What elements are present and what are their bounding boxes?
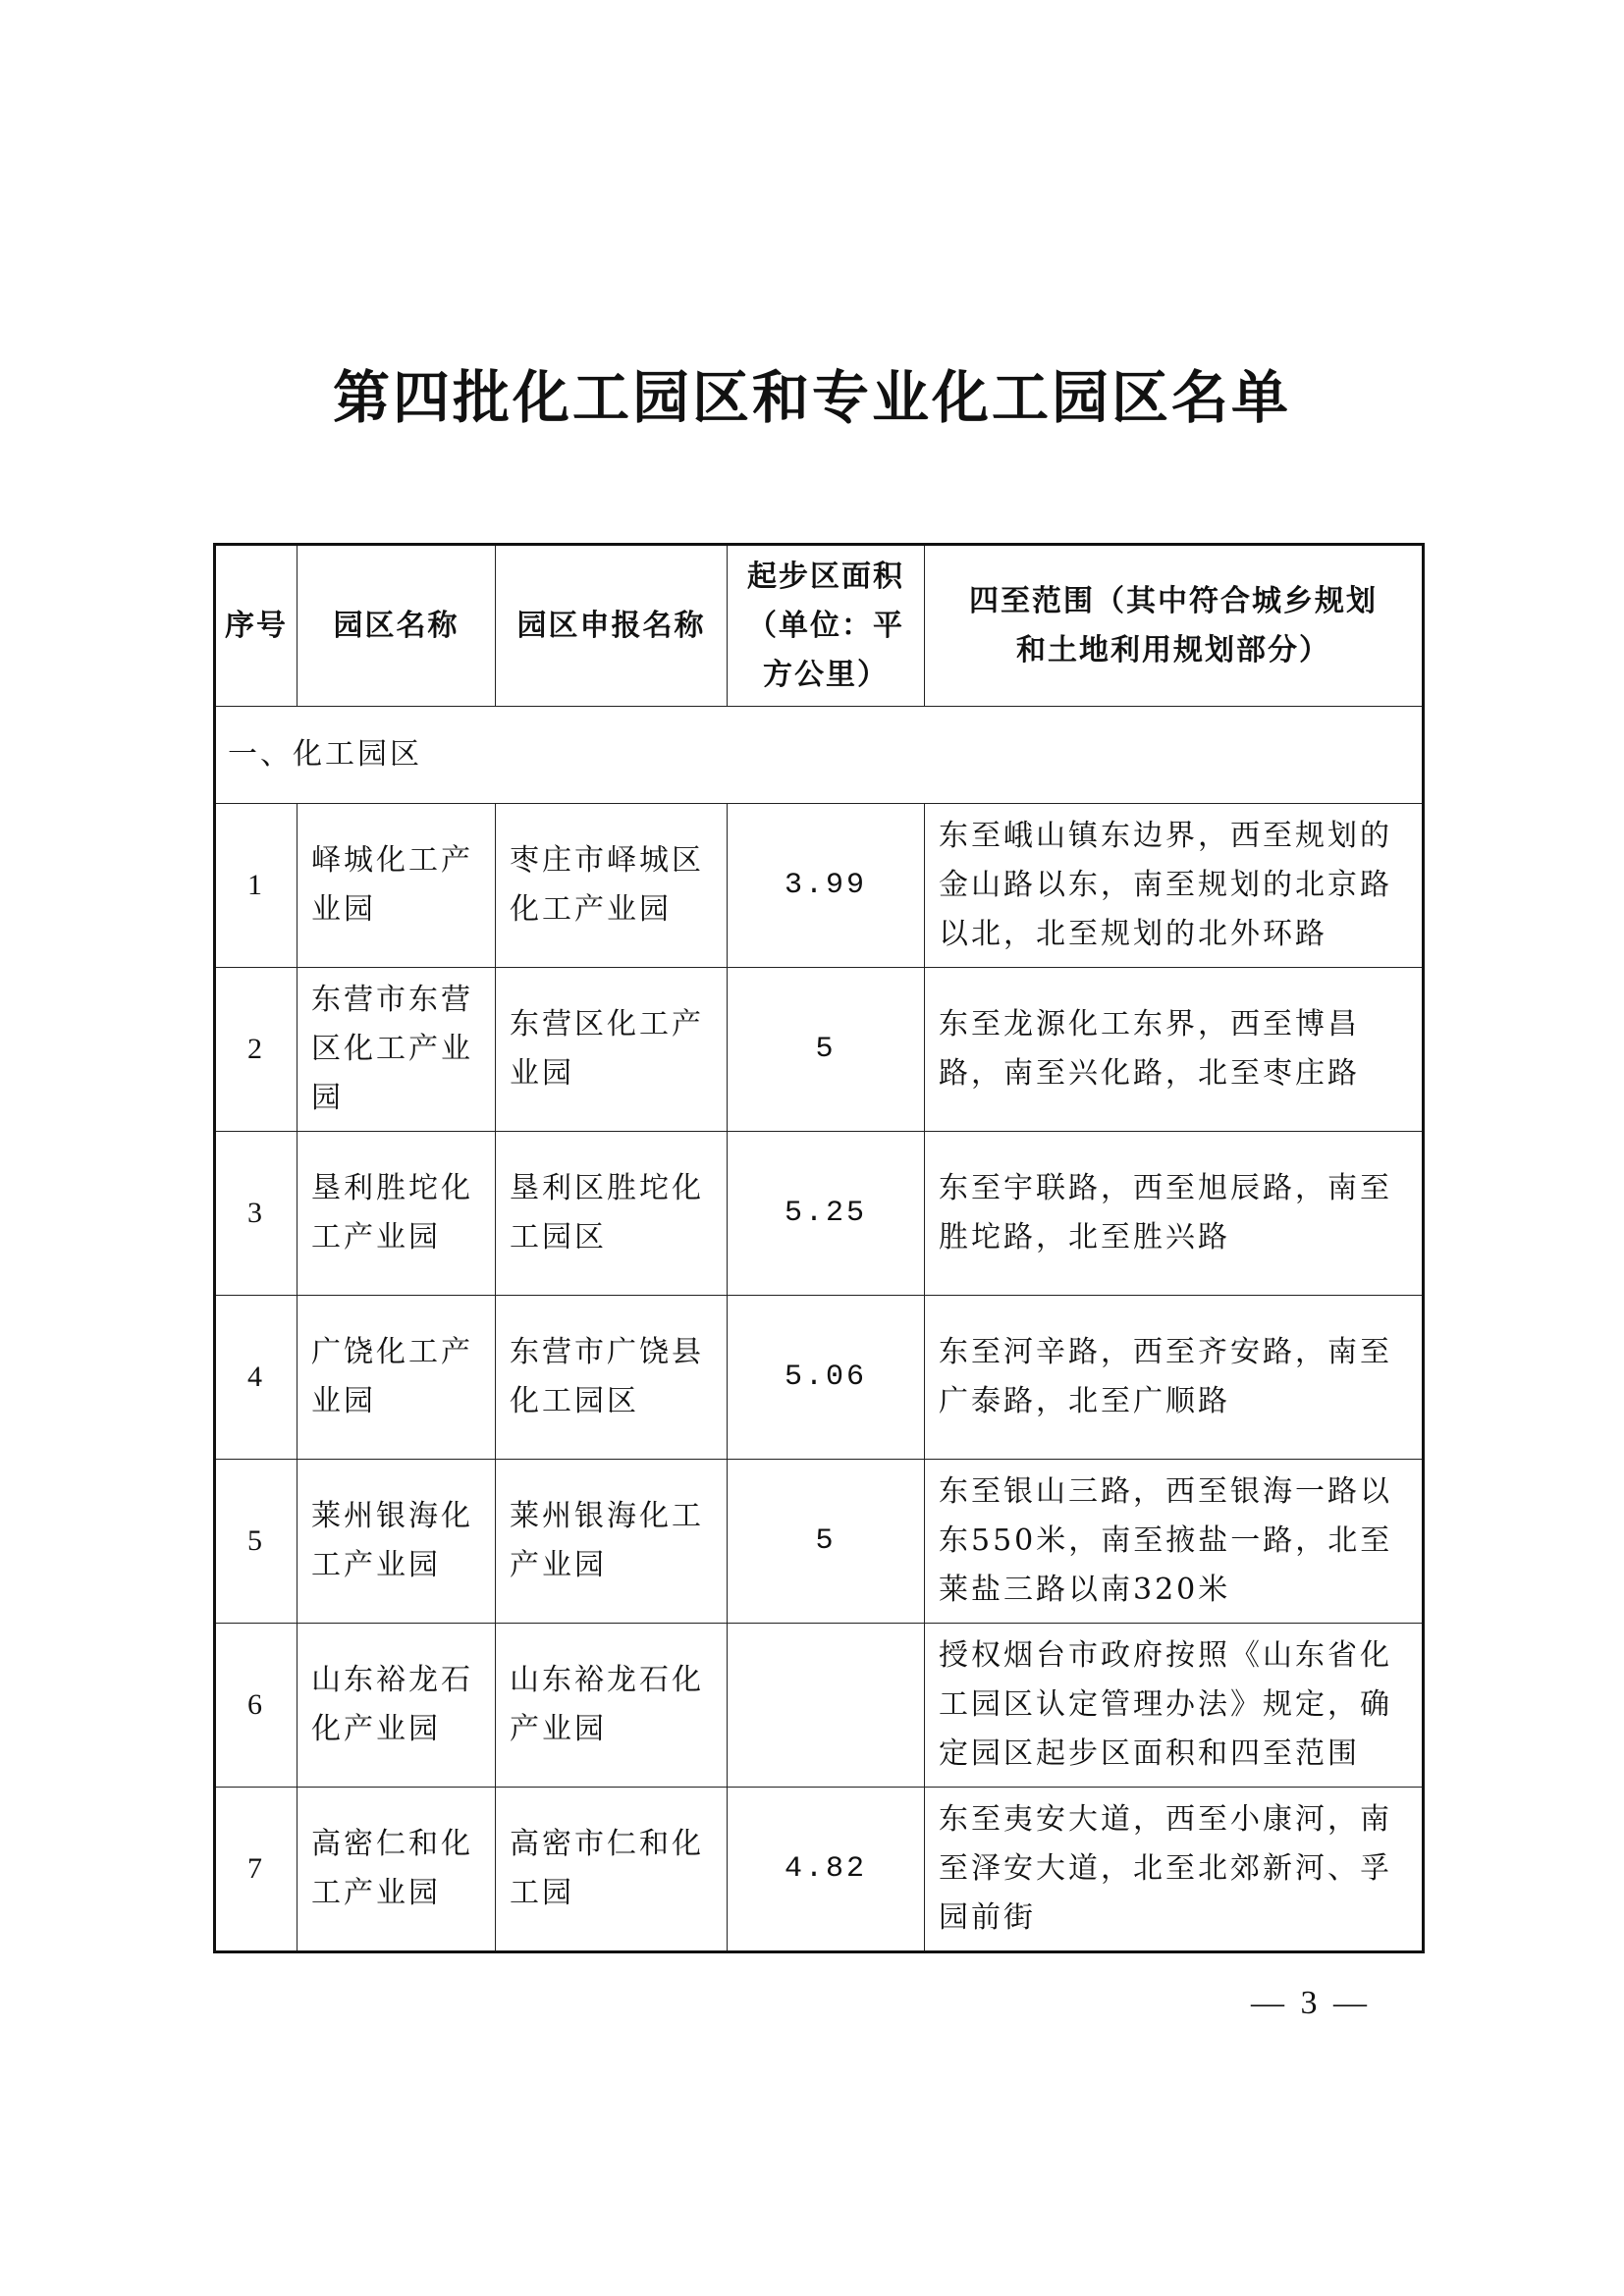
header-area: 起步区面积（单位：平方公里） <box>728 545 925 707</box>
cell-no: 6 <box>215 1624 298 1788</box>
cell-applied-name: 垦利区胜坨化工园区 <box>496 1132 728 1296</box>
cell-area: 5 <box>728 1460 925 1624</box>
table-row <box>215 1788 1424 1952</box>
cell-applied-name: 莱州银海化工产业园 <box>496 1460 728 1624</box>
cell-park-name: 莱州银海化工产业园 <box>298 1460 496 1624</box>
cell-area: 5.25 <box>728 1132 925 1296</box>
cell-no: 2 <box>215 968 298 1132</box>
cell-range: 东至银山三路，西至银海一路以东550米，南至掖盐一路，北至莱盐三路以南320米 <box>925 1460 1424 1624</box>
cell-applied-name: 东营区化工产业园 <box>496 968 728 1132</box>
cell-range: 东至峨山镇东边界，西至规划的金山路以东，南至规划的北京路以北，北至规划的北外环路 <box>925 804 1424 968</box>
header-range: 四至范围（其中符合城乡规划和土地利用规划部分） <box>925 545 1424 707</box>
cell-no: 7 <box>215 1788 298 1952</box>
cell-park-name: 广饶化工产业园 <box>298 1296 496 1460</box>
cell-park-name: 高密仁和化工产业园 <box>298 1788 496 1952</box>
table-row <box>215 1132 1424 1296</box>
table-row <box>215 804 1424 968</box>
table-header-row <box>215 545 1424 707</box>
section-row <box>215 707 1424 804</box>
chemical-park-table <box>213 543 1425 1953</box>
cell-area <box>728 1624 925 1788</box>
cell-range: 东至河辛路，西至齐安路，南至广泰路，北至广顺路 <box>925 1296 1424 1460</box>
section-title: 一、化工园区 <box>215 707 1424 804</box>
document-title: 第四批化工园区和专业化工园区名单 <box>332 364 1291 431</box>
cell-no: 1 <box>215 804 298 968</box>
cell-area: 3.99 <box>728 804 925 968</box>
cell-range: 东至夷安大道，西至小康河，南至泽安大道，北至北郊新河、孚园前街 <box>925 1788 1424 1952</box>
cell-park-name: 峄城化工产业园 <box>298 804 496 968</box>
cell-range: 授权烟台市政府按照《山东省化工园区认定管理办法》规定，确定园区起步区面积和四至范围 <box>925 1624 1424 1788</box>
cell-applied-name: 枣庄市峄城区化工产业园 <box>496 804 728 968</box>
cell-applied-name: 山东裕龙石化产业园 <box>496 1624 728 1788</box>
header-no: 序号 <box>215 545 298 707</box>
cell-area: 4.82 <box>728 1788 925 1952</box>
cell-park-name: 垦利胜坨化工产业园 <box>298 1132 496 1296</box>
cell-no: 5 <box>215 1460 298 1624</box>
cell-applied-name: 东营市广饶县化工园区 <box>496 1296 728 1460</box>
table-row <box>215 1296 1424 1460</box>
cell-range: 东至龙源化工东界，西至博昌路，南至兴化路，北至枣庄路 <box>925 968 1424 1132</box>
cell-park-name: 东营市东营区化工产业园 <box>298 968 496 1132</box>
table-row <box>215 1460 1424 1624</box>
cell-range: 东至宇联路，西至旭辰路，南至胜坨路，北至胜兴路 <box>925 1132 1424 1296</box>
table-row <box>215 968 1424 1132</box>
cell-applied-name: 高密市仁和化工园 <box>496 1788 728 1952</box>
header-park-name: 园区名称 <box>298 545 496 707</box>
header-applied-name: 园区申报名称 <box>496 545 728 707</box>
cell-no: 4 <box>215 1296 298 1460</box>
table-row <box>215 1624 1424 1788</box>
cell-area: 5.06 <box>728 1296 925 1460</box>
cell-no: 3 <box>215 1132 298 1296</box>
cell-park-name: 山东裕龙石化产业园 <box>298 1624 496 1788</box>
page-number: — 3 — <box>1251 1985 1371 2021</box>
cell-area: 5 <box>728 968 925 1132</box>
